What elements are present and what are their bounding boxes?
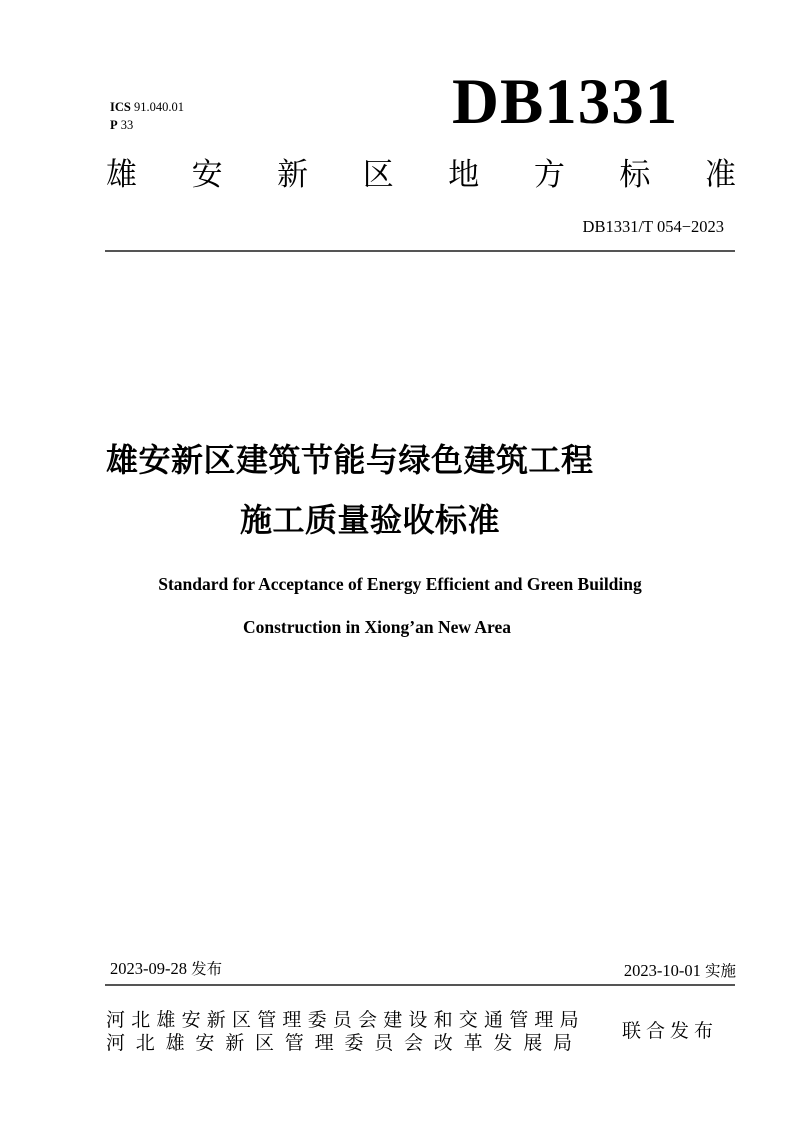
implement-date-value: 2023-10-01 <box>623 961 701 980</box>
standard-category <box>106 154 736 196</box>
header-divider <box>105 250 735 252</box>
category-char: 标 <box>619 157 651 193</box>
implementation-date <box>624 960 736 982</box>
standard-number: DB1331/T 054−2023 <box>582 217 724 236</box>
publisher-1: 河北雄安新区管理委员会建设和交通管理局 <box>106 1009 585 1031</box>
category-char: 方 <box>533 157 565 193</box>
p-label: P <box>110 118 118 132</box>
publisher-2: 河北雄安新区管理委员会改革发展局 <box>106 1032 583 1054</box>
p-value: 33 <box>120 118 134 132</box>
issue-date <box>110 958 222 980</box>
title-en-line2: Construction in Xiong’an New Area <box>243 617 512 637</box>
title-zh-line2: 施工质量验收标准 <box>240 501 501 539</box>
category-char: 区 <box>362 157 394 193</box>
category-char: 地 <box>448 157 480 193</box>
issue-date-value: 2023-09-28 <box>110 959 187 978</box>
footer-divider <box>105 984 735 986</box>
category-char: 新 <box>277 157 309 193</box>
category-char: 准 <box>704 157 736 193</box>
standard-series-code: DB1331 <box>452 66 679 138</box>
title-zh-line1: 雄安新区建筑节能与绿色建筑工程 <box>106 441 594 479</box>
classification-code <box>110 117 133 133</box>
ics-code <box>110 99 184 115</box>
category-char: 安 <box>191 157 223 193</box>
title-en-line1: Standard for Acceptance of Energy Efficient and Green Building <box>158 574 642 594</box>
ics-value: 91.040.01 <box>133 100 184 114</box>
implement-label: 实施 <box>704 962 736 980</box>
issue-label: 发布 <box>191 960 223 978</box>
joint-release-label: 联合发布 <box>622 1020 719 1042</box>
category-char: 雄 <box>106 157 137 193</box>
ics-label: ICS <box>110 100 131 114</box>
